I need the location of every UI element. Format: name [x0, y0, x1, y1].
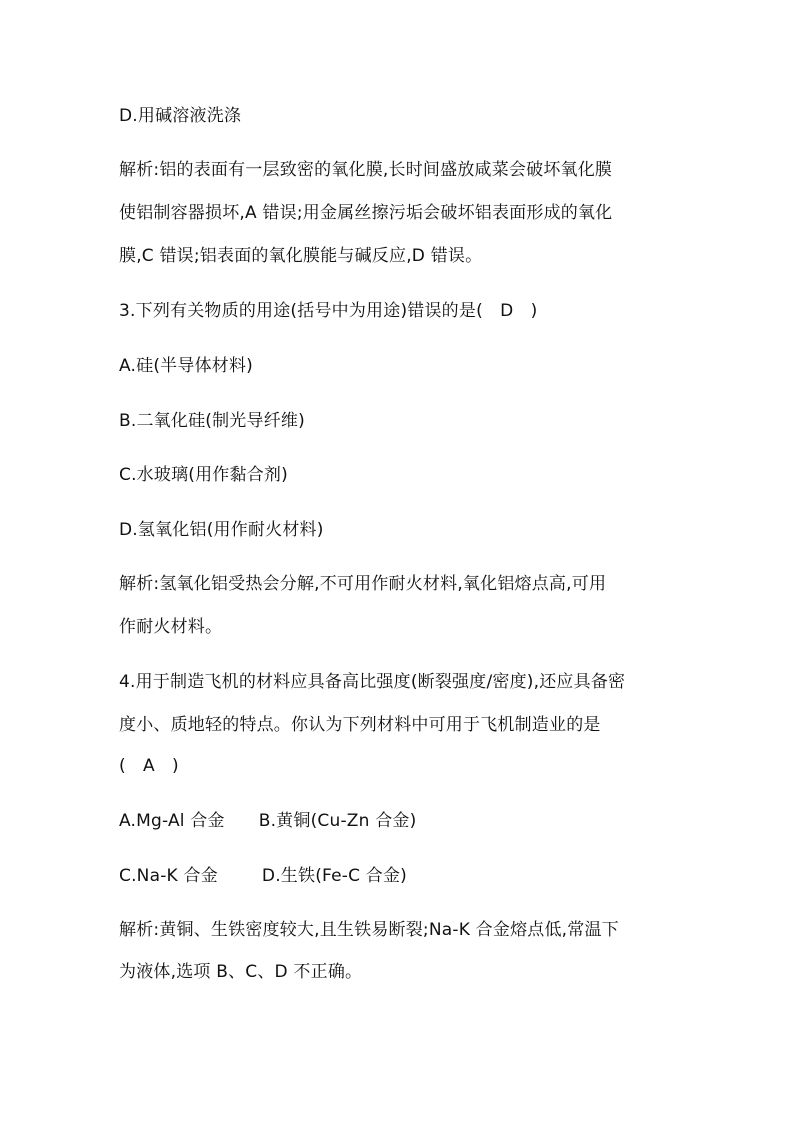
q4-options-row-1: [119, 811, 416, 831]
q3-option-a: A.硅(半导体材料): [119, 356, 253, 376]
q4-analysis-line-2: 为液体,选项 B、C、D 不正确。: [119, 962, 363, 982]
q4-option-c: C.Na-K 合金: [119, 866, 218, 886]
q3-option-c: C.水玻璃(用作黏合剂): [119, 465, 288, 485]
q4-options-row-2: [119, 866, 407, 886]
q4-option-b: B.黄铜(Cu-Zn 合金): [258, 811, 417, 831]
q4-stem-line-3: ( A ): [119, 756, 179, 776]
q2-analysis-line-3: 膜,C 错误;铝表面的氧化膜能与碱反应,D 错误。: [119, 246, 483, 266]
q3-stem: 3.下列有关物质的用途(括号中为用途)错误的是( D ): [119, 301, 538, 321]
q2-analysis-line-2: 使铝制容器损坏,A 错误;用金属丝擦污垢会破坏铝表面形成的氧化: [119, 203, 613, 223]
q2-option-d: D.用碱溶液洗涤: [119, 106, 242, 126]
q4-option-d: D.生铁(Fe-C 合金): [261, 866, 407, 886]
q2-analysis-line-1: 解析:铝的表面有一层致密的氧化膜,长时间盛放咸菜会破坏氧化膜: [119, 160, 613, 180]
q3-option-d: D.氢氧化铝(用作耐火材料): [119, 520, 324, 540]
q4-stem-line-2: 度小、质地轻的特点。你认为下列材料中可用于飞机制造业的是: [119, 715, 601, 735]
q4-analysis-line-1: 解析:黄铜、生铁密度较大,且生铁易断裂;Na-K 合金熔点低,常温下: [119, 920, 619, 940]
q4-stem-line-1: 4.用于制造飞机的材料应具备高比强度(断裂强度/密度),还应具备密: [119, 672, 626, 692]
q3-analysis-line-1: 解析:氢氧化铝受热会分解,不可用作耐火材料,氧化铝熔点高,可用: [119, 574, 607, 594]
q3-analysis-line-2: 作耐火材料。: [119, 617, 223, 637]
q3-option-b: B.二氧化硅(制光导纤维): [119, 411, 305, 431]
q4-option-a: A.Mg-Al 合金: [119, 811, 225, 831]
